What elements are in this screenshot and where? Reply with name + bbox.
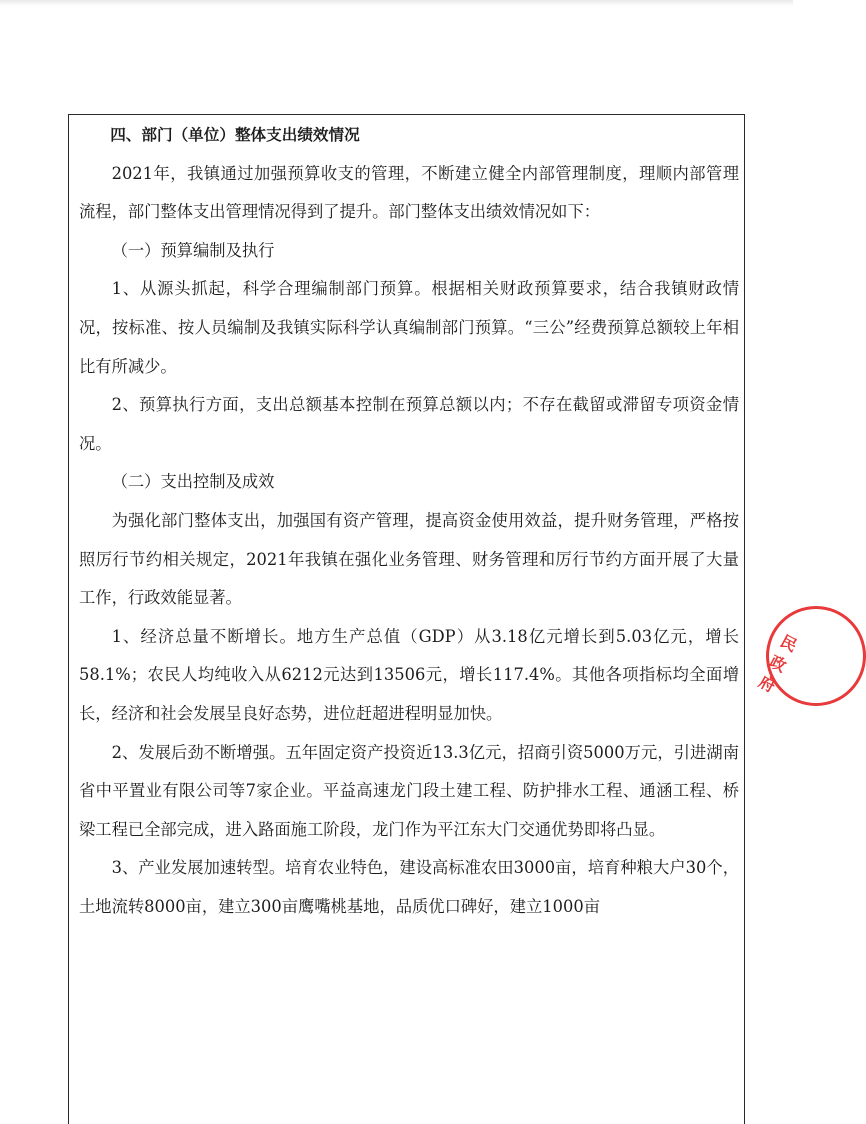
document-body — [79, 116, 739, 926]
paragraph-development: 2、发展后劲不断增强。五年固定资产投资近13.3亿元，招商引资5000万元，引进湖南省中平置业有限公司等7家企业。平益高速龙门段土建工程、防护排水工程、通涵工程、桥梁工程已全部完成，进入路面施工阶段，龙门作为平江东大门交通优势即将凸显。 — [79, 742, 739, 839]
scan-edge — [0, 0, 793, 6]
paragraph-budget-1: 1、从源头抓起，科学合理编制部门预算。根据相关财政预算要求，结合我镇财政情况，按标准、按人员编制及我镇实际科学认真编制部门预算。“三公”经费预算总额较上年相比有所减少。 — [79, 279, 739, 376]
section-heading: 四、部门（单位）整体支出绩效情况 — [110, 126, 360, 144]
subheading-budget: （一）预算编制及执行 — [111, 240, 275, 260]
paragraph-control: 为强化部门整体支出，加强国有资产管理，提高资金使用效益，提升财务管理，严格按照厉行节约相关规定，2021年我镇在强化业务管理、财务管理和厉行节约方面开展了大量工作，行政效能显著。 — [79, 510, 739, 608]
paragraph-intro: 2021年，我镇通过加强预算收支的管理，不断建立健全内部管理制度，理顺内部管理流程，部门整体支出管理情况得到了提升。部门整体支出绩效情况如下： — [79, 163, 739, 222]
paragraph-economy: 1、经济总量不断增长。地方生产总值（GDP）从3.18亿元增长到5.03亿元，增长58.1%；农民人均纯收入从6212元达到13506元，增长117.4%。其他各项指标均全面增长，经济和社会发展呈良好态势，进位赶超进程明显加快。 — [79, 626, 739, 723]
subheading-control: （二）支出控制及成效 — [111, 472, 275, 492]
seal-text: 民政府 — [755, 631, 803, 698]
paragraph-budget-2: 2、预算执行方面，支出总额基本控制在预算总额以内；不存在截留或滞留专项资金情况。 — [79, 395, 739, 453]
paragraph-industry: 3、产业发展加速转型。培育农业特色，建设高标准农田3000亩，培育种粮大户30个，土地流转8000亩，建立300亩鹰嘴桃基地，品质优口碑好，建立1000亩 — [79, 858, 739, 916]
